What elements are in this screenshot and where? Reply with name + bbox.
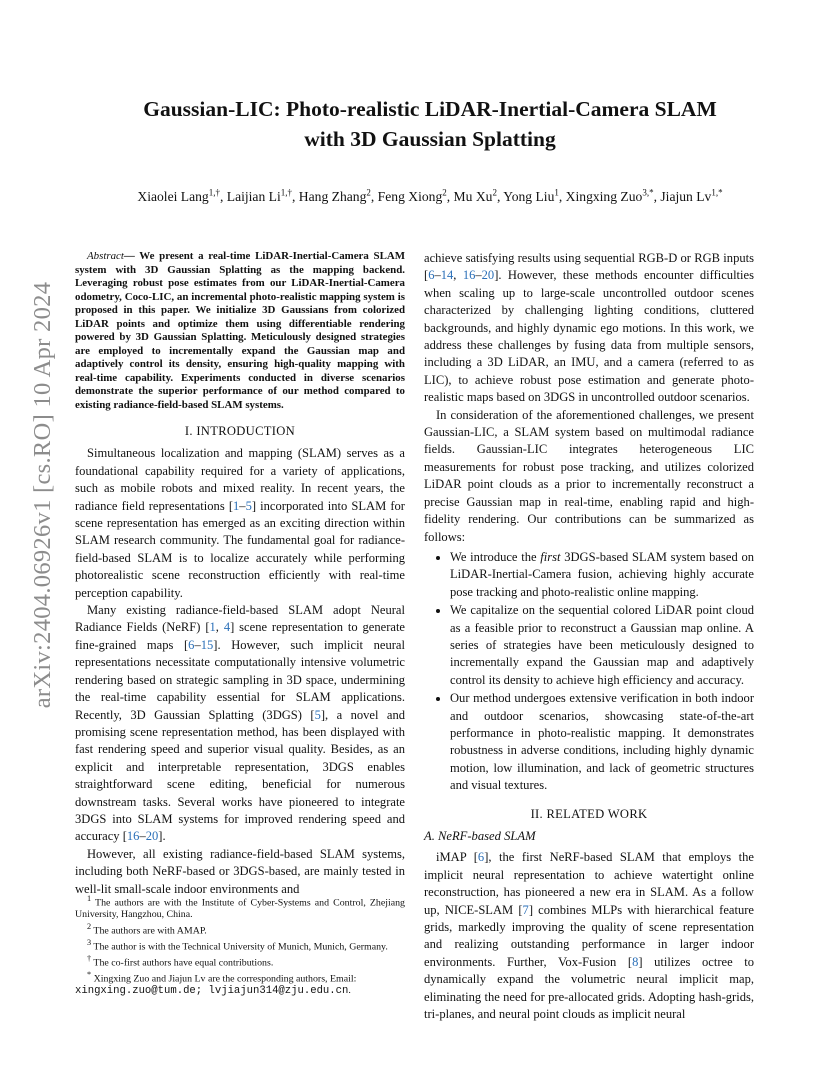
intro-paragraph-3: However, all existing radiance-field-based SLAM systems, including both NeRF-based or 3DGS-based, are mainly tested in well-lit small-scale indoor environments and: [75, 846, 405, 896]
author: Xingxing Zuo$^{3,*}$,: [565, 187, 661, 204]
related-paragraph-1: iMAP [6], the first NeRF-based SLAM that employs the implicit neural representation to achieve watertight online reconstruction, has pioneered a new era in SLAM. As a follow up, NICE-SLAM [7] combines MLPs with hierarchical feature grids, markedly improving the quality of scene representation and realizing outstanding performance in larger indoor environments. Further, Vox-Fusion [8] utilizes octree to dynamically expand the volumetric neural implicit map, eliminating the need for pre-allocated grids. Adopting hash-grids, tri-planes, and neural point clouds as implicit neural: [424, 850, 754, 1022]
footnote-4: † The co-first authors have equal contributions.: [87, 953, 274, 968]
citation-link[interactable]: 6: [477, 850, 485, 865]
citation-link[interactable]: 6: [428, 268, 435, 283]
list-item: • We capitalize on the sequential colored LiDAR point cloud as a feasible prior to reconstruct a Gaussian map online. A series of strategies have been meticulously designed to incrementally expand the Gaussian map and adaptively control its density to achieve high efficiency and accuracy.: [450, 602, 754, 689]
section-heading-introduction: I. INTRODUCTION: [184, 424, 296, 438]
arxiv-sidebar-stamp: [28, 281, 58, 709]
footnote-5: * Xingxing Zuo and Jiajun Lv are the corresponding authors, Email: xingxing.zuo@tum.de; lvjiajun314@zju.edu.cn.: [75, 969, 357, 997]
citation-link[interactable]: 20: [481, 268, 495, 283]
footnote-2: $^2$ The authors are with AMAP.: [87, 921, 207, 936]
list-item: • We introduce the first 3DGS-based SLAM system based on LiDAR-Inertial-Camera fusion, achieving highly accurate pose tracking and photo-realistic online mapping.: [450, 549, 754, 601]
abstract-text: — We present a real-time LiDAR-Inertial-Camera SLAM system with 3D Gaussian Splatting as the mapping backend. Leveraging robust pose estimates from our LiDAR-Inertial-Camera odometry, Coco-LIC, an incremental photo-realistic mapping system is proposed in this paper. We initialize 3D Gaussians from colorized LiDAR points and optimize them using differentiable rendering powered by 3D Gaussian Splatting. Meticulously designed strategies are employed to incrementally expand the Gaussian map and adaptively control its density, ensuring high-quality mapping with real-time capability. Experiments conducted in diverse scenarios demonstrate the superior performance of our method compared to existing radiance-field-based SLAM systems.: [75, 250, 405, 411]
citation-link[interactable]: 16: [126, 829, 140, 844]
author: Jiajun $Lv^{1,*}$: [660, 187, 723, 204]
list-item: • Our method undergoes extensive verification in both indoor and outdoor scenarios, showcasing state-of-the-art performance in photo-realistic mapping. It demonstrates robustness in adverse conditions, including highly dynamic motion, low illumination, and lack of geometric structures and visual textures.: [450, 690, 754, 794]
abstract: [75, 250, 405, 412]
citation-link[interactable]: 16: [462, 268, 476, 283]
author: Laijian $Li^{1,\dagger}$,: [226, 187, 299, 204]
section-heading-related-work: II. RELATED WORK: [530, 806, 648, 821]
citation-link[interactable]: 8: [632, 954, 639, 969]
citation-link[interactable]: 20: [145, 829, 159, 844]
citation-link[interactable]: 1: [209, 620, 216, 635]
citation-link[interactable]: 6: [188, 637, 195, 652]
abstract-label: Abstract: [87, 250, 124, 262]
author: Yong Liu$^1$,: [503, 187, 566, 204]
intro-paragraph-4: achieve satisfying results using sequential RGB-D or RGB inputs [6–14, 16–20]. However, these methods encounter difficulties when scaling up to large-scale uncontrolled outdoor scenes characterized by challenging lighting conditions, cluttered backgrounds, and highly dynamic ego motions. In this work, we address these challenges by fusing data from multiple sensors, including a 3D LiDAR, an IMU, and a camera (referred to as LIC), to achieve robust pose estimation and generate photo-realistic maps based on 3DGS in uncontrolled outdoor scenarios.: [424, 251, 754, 405]
author: Hang Zhang$^2$,: [298, 187, 378, 204]
arxiv-identifier: arXiv:2404.06926v1 [cs.RO] 10 Apr 2024: [29, 281, 56, 709]
citation-link[interactable]: 5: [245, 498, 252, 513]
contribution-list: [424, 549, 754, 795]
intro-paragraph-1: Simultaneous localization and mapping (SLAM) serves as a foundational capability required for a variety of applications, such as mobile robots and mixed reality. In recent years, the radiance field representations [1–5] incorporated into SLAM for scene representation has emerged as an exciting direction within SLAM research community. The fundamental goal for radiance-field-based SLAM is to localize accurately while performing photorealistic scene reconstruction efficiently with real-time perception capability.: [75, 446, 405, 600]
author-list: [70, 187, 790, 205]
author: Feng Xiong$^2$,: [377, 187, 454, 204]
author: Xiaolei Lang$^{1,\dagger}$,: [137, 187, 227, 204]
citation-link[interactable]: 4: [223, 620, 231, 635]
title-line-2: with 3D Gaussian Splatting: [304, 127, 556, 151]
citation-link[interactable]: 15: [200, 637, 214, 652]
corresponding-emails[interactable]: xingxing.zuo@tum.de; lvjiajun314@zju.edu.cn: [75, 984, 349, 997]
citation-link[interactable]: 14: [440, 268, 454, 283]
citation-link[interactable]: 7: [522, 902, 529, 917]
paper-title: [90, 94, 770, 154]
right-column: [424, 250, 754, 1023]
footnote-1: $^1$ The authors are with the Institute of Cyber-Systems and Control, Zhejiang University, Hangzhou, China.: [75, 894, 405, 920]
citation-link[interactable]: 5: [314, 707, 321, 722]
intro-paragraph-5: In consideration of the aforementioned challenges, we present Gaussian-LIC, a SLAM system based on multimodal radiance fields. Gaussian-LIC integrates heterogeneous LIC measurements for robust pose tracking, and utilizes colorized LiDAR point clouds as a prior to incrementally reconstruct a precise Gaussian map in real-time, enabling rapid and high-fidelity rendering. Our contributions can be summarized as follows:: [424, 407, 754, 544]
title-line-1: Gaussian-LIC: Photo-realistic LiDAR-Inertial-Camera SLAM: [143, 97, 717, 121]
intro-paragraph-2: Many existing radiance-field-based SLAM adopt Neural Radiance Fields (NeRF) [1, 4] scene representation to generate fine-grained maps [6–15]. However, such implicit neural representations necessitate computationally intensive volumetric rendering based on strategic sampling in 3D space, undermining the real-time capability essential for SLAM applications. Recently, 3D Gaussian Splatting (3DGS) [5], a novel and promising scene representation method, has been displayed with fast rendering speed and superior visual quality. Besides, as an explicit and interpretable representation, 3DGS enables straightforward scene editing, beneficial for numerous downstream tasks. Several works have pioneered to integrate 3DGS into SLAM systems for improved rendering speed and accuracy [16–20].: [75, 603, 405, 844]
footnote-3: $^3$ The author is with the Technical University of Munich, Munich, Germany.: [87, 937, 388, 952]
footnotes: [75, 893, 405, 997]
author: Mu Xu$^2$,: [453, 187, 504, 204]
subsection-heading-nerf-slam: A. NeRF-based SLAM: [424, 829, 536, 843]
citation-link[interactable]: 1: [233, 498, 240, 513]
left-column: [75, 250, 405, 898]
